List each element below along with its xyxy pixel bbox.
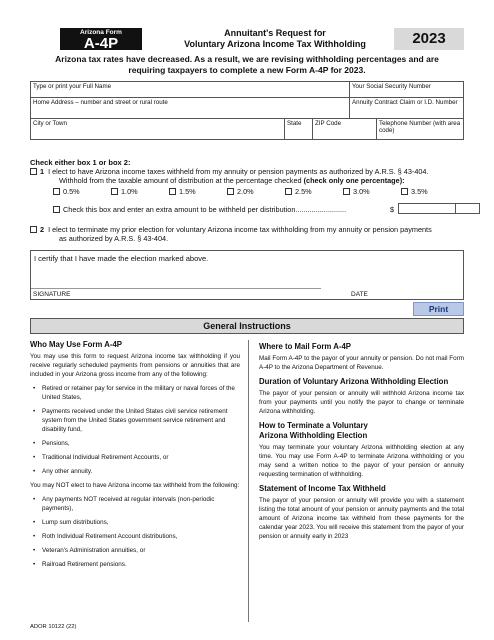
option-2 <box>30 225 470 243</box>
pct-option[interactable] <box>227 187 254 196</box>
full-name-field[interactable] <box>31 82 349 97</box>
statement-text: The payor of your pension or annuity will provide you with a statement listing the total amount of your pension or annuity payments and the total amount of Arizona income tax withheld from these payments for the calendar year 2023. You will receive this statement from the payor of your pension or annuity early in 2023 <box>259 497 464 540</box>
option-2-text-cont: as authorized by A.R.S. § 43-404. <box>59 234 169 243</box>
pct-label: 0.5% <box>63 187 80 196</box>
right-instructions-column <box>259 340 464 546</box>
pct-option[interactable] <box>169 187 196 196</box>
print-button[interactable]: Print <box>413 302 464 316</box>
pct-option[interactable] <box>343 187 370 196</box>
identity-row-3 <box>30 119 464 140</box>
list-item: • Lump sum distributions, <box>30 518 240 527</box>
rate-notice <box>30 54 464 76</box>
telephone-field[interactable] <box>376 119 465 139</box>
pct-label: 3.5% <box>411 187 428 196</box>
extra-amount-row <box>53 205 464 214</box>
pct-label: 2.5% <box>295 187 312 196</box>
list-item: • Roth Individual Retirement Account distributions, <box>30 532 240 541</box>
may-not-intro: You may NOT elect to have Arizona income tax withheld from the following: <box>30 482 240 489</box>
list-item: • Veteran's Administration annuities, or <box>30 546 240 555</box>
certification-statement: I certify that I have made the election marked above. <box>34 254 209 263</box>
form-badge <box>60 28 142 50</box>
zip-field[interactable] <box>312 119 376 139</box>
not-items-list <box>30 495 240 569</box>
rate-notice-line2: requiring taxpayers to complete a new Form A-4P for 2023. <box>128 65 366 75</box>
form-code: ADOR 10122 (22) <box>30 624 77 630</box>
duration-heading: Duration of Voluntary Arizona Withholding Election <box>259 377 449 386</box>
annuity-contract-label: Annuity Contract Claim or I.D. Number <box>352 99 458 106</box>
duration-text: The payor of your pension or annuity will withhold Arizona income tax from your payments until you notify the payor to change or terminate Arizona withholding. <box>259 390 464 415</box>
general-instructions-heading: General Instructions <box>30 318 464 334</box>
identity-row-1 <box>30 81 464 98</box>
terminate-heading-line1: How to Terminate a Voluntary <box>259 421 368 430</box>
state-field[interactable] <box>284 119 312 139</box>
terminate-heading <box>259 421 464 441</box>
form-number: A-4P <box>83 35 119 52</box>
option-1-text: I elect to have Arizona income taxes withheld from my annuity or pension payments as authorized by A.R.S. § 43-404. <box>48 167 429 176</box>
form-header <box>60 28 464 50</box>
pct-label: 1.0% <box>121 187 138 196</box>
cents-divider <box>455 204 456 213</box>
pct-option[interactable] <box>401 187 428 196</box>
terminate-text: You may terminate your voluntary Arizona withholding election at any time. You may use Form A-4P to terminate Arizona withholding or you may send a written notice to the payor of your pension or annuity requesting termination of withholding. <box>259 444 464 478</box>
extra-amount-input[interactable] <box>398 203 480 214</box>
pct-label: 2.0% <box>237 187 254 196</box>
terminate-heading-line2: Arizona Withholding Election <box>259 431 368 440</box>
tax-year: 2023 <box>394 28 464 50</box>
pct-label: 3.0% <box>353 187 370 196</box>
form-title-line1: Annuitant's Request for <box>224 28 326 38</box>
zip-label: ZIP Code <box>315 120 342 127</box>
ssn-label: Your Social Security Number <box>352 83 431 90</box>
pct-checkbox[interactable] <box>343 188 350 195</box>
list-item: • Any payments NOT received at regular intervals (non-periodic payments), <box>30 495 240 513</box>
pct-option[interactable] <box>111 187 138 196</box>
full-name-label: Type or print your Full Name <box>33 83 112 90</box>
pct-checkbox[interactable] <box>401 188 408 195</box>
extra-amount-checkbox[interactable] <box>53 206 60 213</box>
list-item: • Payments received under the United States civil service retirement system from the United States government service retirement and disability fund, <box>30 407 240 434</box>
election-heading: Check either box 1 or box 2: <box>30 158 131 167</box>
option-2-text: I elect to terminate my prior election for voluntary Arizona income tax withholding from my annuity or pension payments <box>48 225 432 234</box>
list-item: • Any other annuity. <box>30 467 240 476</box>
who-may-use-heading: Who May Use Form A-4P <box>30 340 122 349</box>
home-address-label: Home Address – number and street or rural route <box>33 99 168 106</box>
option-1-instruction-a: Withhold from the taxable amount of distribution at the percentage checked <box>59 176 304 185</box>
option-2-checkbox[interactable] <box>30 226 37 233</box>
home-address-field[interactable] <box>31 98 349 118</box>
list-item: • Railroad Retirement pensions. <box>30 560 240 569</box>
left-instructions-column <box>30 340 240 574</box>
list-item: • Retired or retainer pay for service in the military or naval forces of the United States, <box>30 384 240 402</box>
certification-box <box>30 250 464 300</box>
who-may-use-intro: You may use this form to request Arizona income tax withholding if you receive regularly scheduled payments from pensions or annuities that are included in your Arizona gross income from any of the following: <box>30 353 240 378</box>
option-1 <box>30 167 470 185</box>
pct-checkbox[interactable] <box>111 188 118 195</box>
city-label: City or Town <box>33 120 67 127</box>
pct-checkbox[interactable] <box>53 188 60 195</box>
pct-option[interactable] <box>53 187 80 196</box>
identity-row-2 <box>30 98 464 119</box>
where-to-mail-heading: Where to Mail Form A-4P <box>259 342 351 351</box>
may-items-list <box>30 384 240 476</box>
city-field[interactable] <box>31 119 284 139</box>
form-title <box>150 28 400 49</box>
telephone-label: Telephone Number (with area code) <box>379 120 461 134</box>
form-title-line2: Voluntary Arizona Income Tax Withholding <box>184 38 366 49</box>
annuity-contract-field[interactable] <box>349 98 465 118</box>
signature-label: SIGNATURE <box>33 291 71 298</box>
signature-line[interactable] <box>31 288 321 289</box>
column-divider <box>248 340 249 622</box>
state-label: State <box>287 120 302 127</box>
extra-amount-label: Check this box and enter an extra amount to be withheld per distribution......................... <box>63 205 347 214</box>
pct-label: 1.5% <box>179 187 196 196</box>
option-1-instruction-colon: : <box>402 176 405 185</box>
ssn-field[interactable] <box>349 82 465 97</box>
form-label: Arizona Form <box>80 29 122 36</box>
option-1-instruction <box>30 176 470 185</box>
rate-notice-line1: Arizona tax rates have decreased. As a result, we are revising withholding percentages and are <box>55 54 439 64</box>
pct-checkbox[interactable] <box>227 188 234 195</box>
dollar-sign: $ <box>390 205 395 214</box>
option-1-checkbox[interactable] <box>30 168 37 175</box>
option-1-instruction-bold: (check only one percentage) <box>303 176 403 185</box>
where-to-mail-text: Mail Form A-4P to the payor of your annuity or pension. Do not mail Form A-4P to the Arizona Department of Revenue. <box>259 355 464 371</box>
option-2-number: 2 <box>40 225 45 234</box>
list-item: • Pensions, <box>30 439 240 448</box>
date-label: DATE <box>351 291 368 298</box>
pct-checkbox[interactable] <box>285 188 292 195</box>
option-1-number: 1 <box>40 167 45 176</box>
statement-heading: Statement of Income Tax Withheld <box>259 484 386 493</box>
pct-checkbox[interactable] <box>169 188 176 195</box>
pct-option[interactable] <box>285 187 312 196</box>
list-item: • Traditional Individual Retirement Accounts, or <box>30 453 240 462</box>
